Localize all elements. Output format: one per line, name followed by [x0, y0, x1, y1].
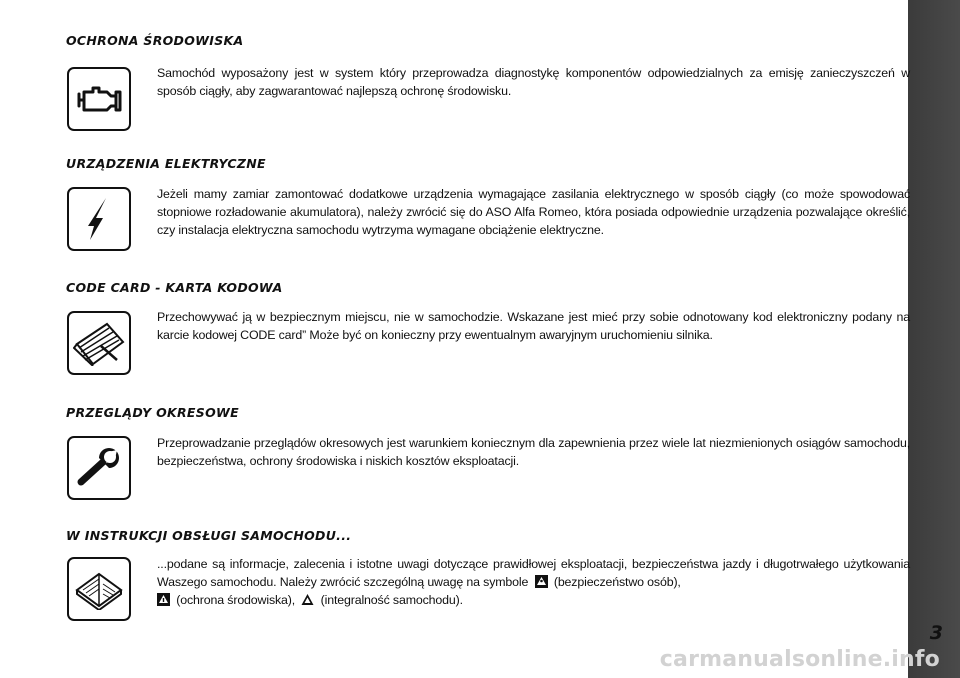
section-heading: CODE CARD - KARTA KODOWA [66, 280, 283, 295]
text-part: (integralność samochodu). [320, 593, 463, 607]
environment-protection-icon [157, 593, 170, 606]
side-tab [908, 0, 960, 678]
engine-icon [67, 67, 131, 131]
page-number: 3 [929, 622, 943, 644]
watermark: carmanualsonline.info [659, 647, 940, 672]
section-environment [66, 33, 910, 143]
section-heading: PRZEGLĄDY OKRESOWE [66, 405, 239, 420]
lightning-icon [67, 187, 131, 251]
section-text [157, 555, 910, 609]
section-code-card [66, 280, 910, 380]
open-book-icon [67, 557, 131, 621]
section-text: Jeżeli mamy zamiar zamontować dodatkowe urządzenia wymagające zasilania elektrycznego w sposób ciągły (co może spowodować stopniowe rozładowanie akumulatora), należy zwrócić się do ASO Alfa Romeo, która posiada odpowiednie urządzenia pozwalające określić, czy instalacja elektryczna samochodu wytrzyma wymagane obciążenie elektryczne. [157, 187, 910, 237]
text-part: (ochrona środowiska), [176, 593, 296, 607]
section-electrical [66, 156, 910, 256]
section-manual [66, 528, 910, 638]
section-heading: W INSTRUKCJI OBSŁUGI SAMOCHODU... [66, 528, 352, 543]
text-part: (bezpieczeństwo osób), [553, 575, 681, 589]
vehicle-integrity-icon [301, 593, 314, 606]
person-safety-icon [535, 575, 548, 588]
notepad-icon [67, 311, 131, 375]
text-part: ...podane są informacje, zalecenia i istotne uwagi dotyczące prawidłowej eksploatacji, bezpieczeństwa jazdy i długotrwałego użytkowania Waszego samochodu. Należy zwrócić szczególną uwagę na symbole [157, 557, 910, 589]
wrench-icon [67, 436, 131, 500]
section-heading: OCHRONA ŚRODOWISKA [66, 33, 244, 48]
section-text: Samochód wyposażony jest w system który przeprowadza diagnostykę komponentów odpowiedzialnych za emisję zanieczyszczeń w sposób ciągły, aby zagwarantować najlepszą ochronę środowisku. [157, 66, 910, 98]
section-text: Przeprowadzanie przeglądów okresowych jest warunkiem koniecznym dla zapewnienia przez wiele lat niezmienionych osiągów samochodu, bezpieczeństwa, ochrony środowiska i niskich kosztów eksploatacji. [157, 436, 910, 468]
section-periodic-service [66, 405, 910, 505]
section-heading: URZĄDZENIA ELEKTRYCZNE [66, 156, 266, 171]
section-text: Przechowywać ją w bezpiecznym miejscu, nie w samochodzie. Wskazane jest mieć przy sobie odnotowany kod elektroniczny podany na karcie kodowej CODE card” Może być on konieczny przy ewentualnym awaryjnym uruchomieniu silnika. [157, 310, 910, 342]
